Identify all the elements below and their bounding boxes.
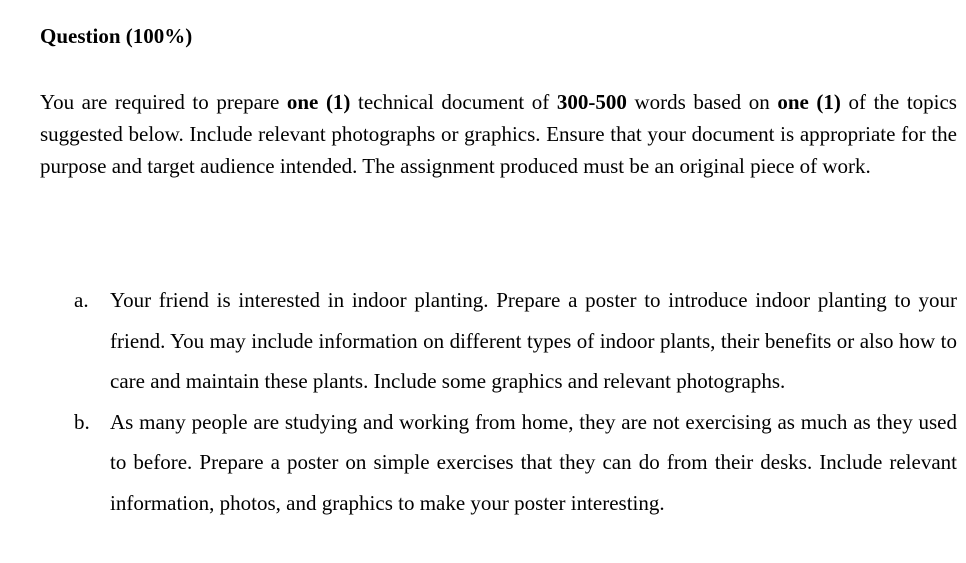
intro-bold-word-range: 300-500 — [556, 90, 627, 114]
intro-text-3: words based on — [626, 90, 778, 114]
topic-item-a — [40, 280, 957, 402]
intro-bold-topic-count: one (1) — [777, 90, 841, 114]
intro-text-1: You are required to prepare — [40, 90, 287, 114]
intro-paragraph — [40, 86, 957, 182]
topic-text: As many people are studying and working from home, they are not exercising as much as they used to before. Prepare a poster on simple exercises that they can do from their desks. Include relevant information, photos, and graphics to make your poster interesting. — [110, 409, 957, 515]
intro-text-4: of the topics suggested below. Include relevant photographs or graphics. Ensure that your document is appropriate for the purpose and target audience intended. The assignment produced must be an original piece of work. — [40, 90, 957, 178]
topic-list — [40, 280, 957, 523]
list-marker: a. — [74, 288, 89, 312]
topic-text: Your friend is interested in indoor planting. Prepare a poster to introduce indoor planting to your friend. You may include information on different types of indoor plants, their benefits or also how to care and maintain these plants. Include some graphics and relevant photographs. — [110, 288, 957, 393]
intro-bold-document-count: one (1) — [286, 90, 351, 114]
intro-text-2: technical document of — [350, 90, 557, 114]
question-heading: Question (100%) — [40, 24, 193, 48]
list-marker: b. — [74, 409, 90, 434]
topic-item-b — [40, 402, 957, 524]
